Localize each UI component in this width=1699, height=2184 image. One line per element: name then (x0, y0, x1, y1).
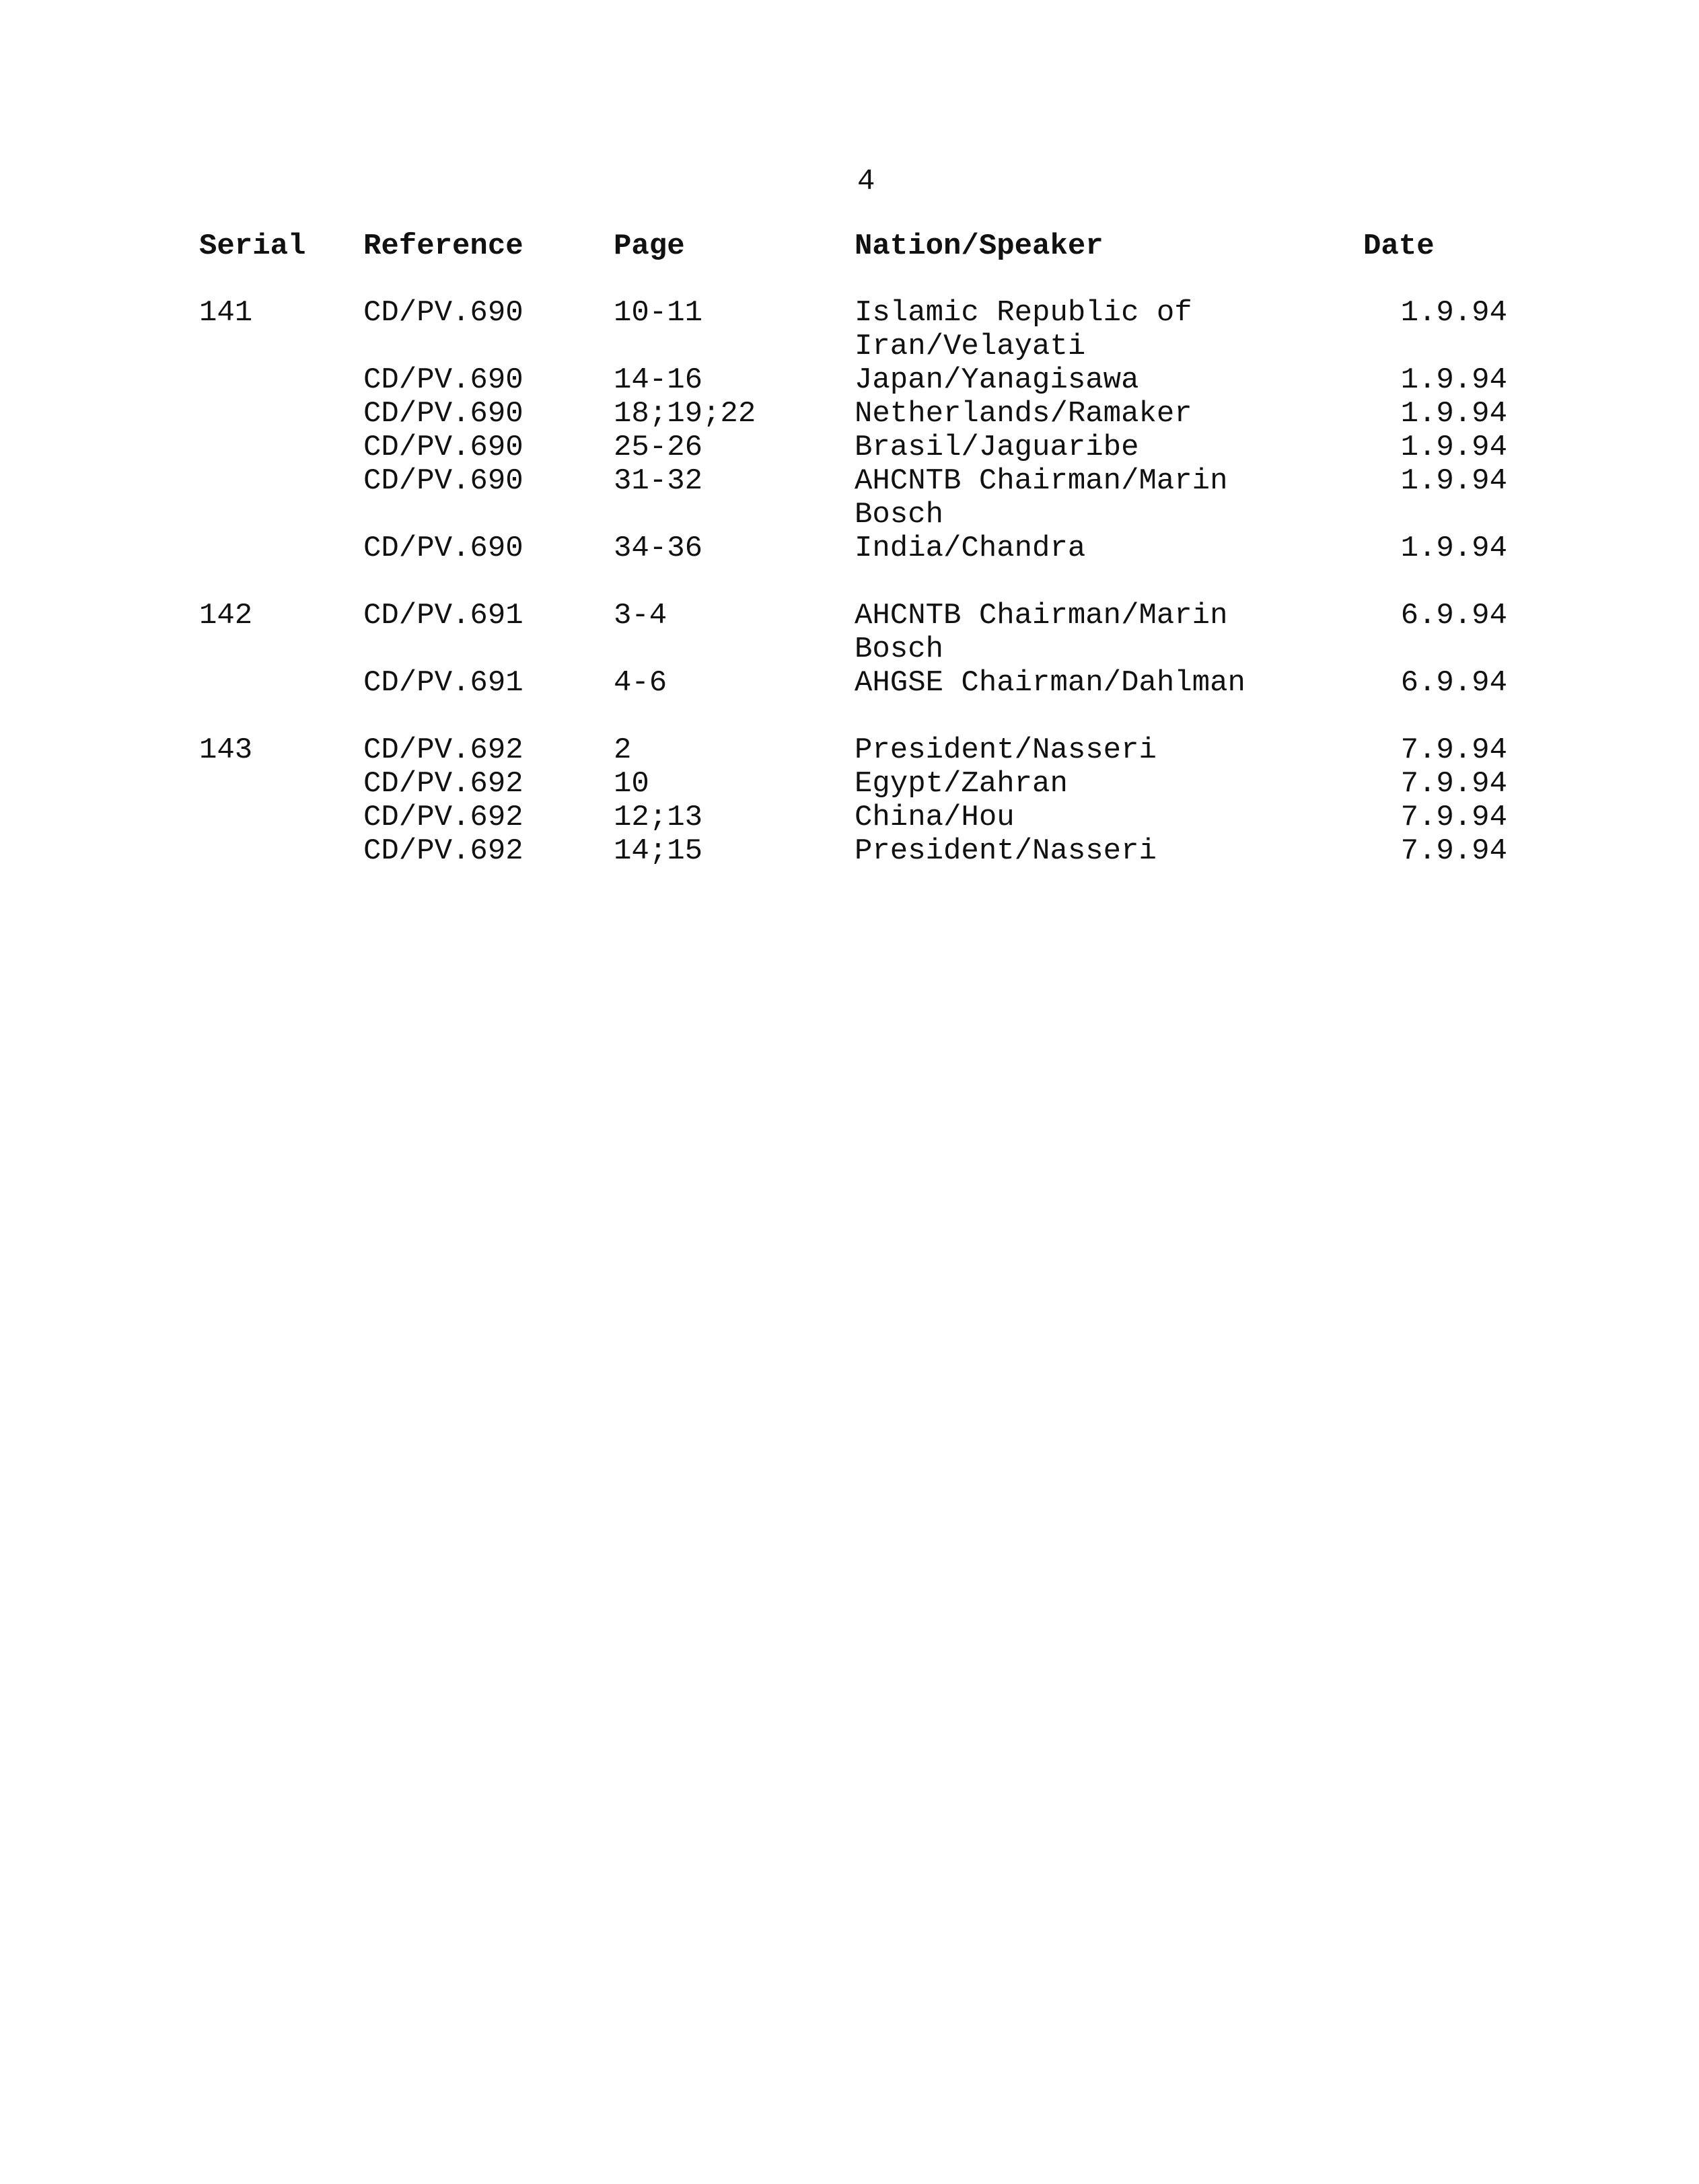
nation-speaker-line: China/Hou (855, 801, 1015, 834)
reference-cell: CD/PV.690 (363, 431, 523, 464)
nation-speaker-line: AHCNTB Chairman/Marin (855, 464, 1228, 498)
reference-cell: CD/PV.690 (363, 397, 523, 431)
page-cell: 14;15 (614, 834, 703, 868)
serial-number: 143 (199, 733, 253, 767)
reference-cell: CD/PV.692 (363, 767, 523, 801)
reference-cell: CD/PV.691 (363, 666, 523, 700)
table-row (0, 733, 1699, 767)
nation-speaker-cell (855, 397, 1319, 431)
page-cell: 4-6 (614, 666, 667, 700)
nation-speaker-line: Bosch (855, 632, 944, 666)
reference-cell: CD/PV.691 (363, 599, 523, 632)
page-cell: 18;19;22 (614, 397, 756, 431)
reference-cell: CD/PV.692 (363, 801, 523, 834)
nation-speaker-line: Netherlands/Ramaker (855, 397, 1192, 431)
page-cell: 31-32 (614, 464, 703, 498)
nation-speaker-cell (855, 767, 1319, 801)
page-cell: 10-11 (614, 296, 703, 330)
table-row (0, 532, 1699, 565)
table-row (0, 666, 1699, 700)
header-date: Date (1363, 229, 1435, 263)
nation-speaker-cell (855, 464, 1319, 532)
date-cell: 1.9.94 (1400, 464, 1507, 498)
serial-group (0, 296, 1699, 565)
date-cell: 7.9.94 (1400, 801, 1507, 834)
serial-number: 141 (199, 296, 253, 330)
nation-speaker-line: President/Nasseri (855, 733, 1157, 767)
reference-cell: CD/PV.690 (363, 464, 523, 498)
table-row (0, 296, 1699, 363)
nation-speaker-line: Iran/Velayati (855, 330, 1086, 363)
reference-cell: CD/PV.692 (363, 733, 523, 767)
table-row (0, 834, 1699, 868)
table-row (0, 397, 1699, 431)
date-cell: 1.9.94 (1400, 296, 1507, 330)
page-number: 4 (857, 165, 875, 198)
nation-speaker-line: Bosch (855, 498, 944, 532)
nation-speaker-cell (855, 666, 1319, 700)
date-cell: 1.9.94 (1400, 431, 1507, 464)
table-row (0, 363, 1699, 397)
page-cell: 14-16 (614, 363, 703, 397)
table-row (0, 801, 1699, 834)
table-row (0, 431, 1699, 464)
entries-table (0, 296, 1699, 902)
date-cell: 7.9.94 (1400, 733, 1507, 767)
reference-cell: CD/PV.692 (363, 834, 523, 868)
reference-cell: CD/PV.690 (363, 363, 523, 397)
table-row (0, 464, 1699, 532)
nation-speaker-line: India/Chandra (855, 532, 1086, 565)
header-nation-speaker: Nation/Speaker (855, 229, 1104, 263)
nation-speaker-line: AHGSE Chairman/Dahlman (855, 666, 1245, 700)
serial-number: 142 (199, 599, 253, 632)
page-cell: 25-26 (614, 431, 703, 464)
nation-speaker-cell (855, 532, 1319, 565)
table-row (0, 599, 1699, 666)
date-cell: 1.9.94 (1400, 397, 1507, 431)
nation-speaker-line: President/Nasseri (855, 834, 1157, 868)
reference-cell: CD/PV.690 (363, 296, 523, 330)
reference-cell: CD/PV.690 (363, 532, 523, 565)
nation-speaker-cell (855, 801, 1319, 834)
table-row (0, 767, 1699, 801)
nation-speaker-line: Brasil/Jaguaribe (855, 431, 1139, 464)
date-cell: 7.9.94 (1400, 767, 1507, 801)
nation-speaker-cell (855, 363, 1319, 397)
page-cell: 10 (614, 767, 649, 801)
date-cell: 6.9.94 (1400, 599, 1507, 632)
page-cell: 2 (614, 733, 632, 767)
nation-speaker-cell (855, 834, 1319, 868)
header-serial: Serial (199, 229, 306, 263)
serial-group (0, 733, 1699, 868)
page-cell: 34-36 (614, 532, 703, 565)
header-page: Page (614, 229, 685, 263)
serial-group (0, 599, 1699, 700)
date-cell: 7.9.94 (1400, 834, 1507, 868)
nation-speaker-cell (855, 733, 1319, 767)
page-cell: 12;13 (614, 801, 703, 834)
date-cell: 6.9.94 (1400, 666, 1507, 700)
date-cell: 1.9.94 (1400, 532, 1507, 565)
nation-speaker-cell (855, 599, 1319, 666)
nation-speaker-line: Egypt/Zahran (855, 767, 1068, 801)
nation-speaker-cell (855, 296, 1319, 363)
nation-speaker-cell (855, 431, 1319, 464)
table-header (0, 229, 1699, 269)
date-cell: 1.9.94 (1400, 363, 1507, 397)
nation-speaker-line: Islamic Republic of (855, 296, 1192, 330)
nation-speaker-line: AHCNTB Chairman/Marin (855, 599, 1228, 632)
page-cell: 3-4 (614, 599, 667, 632)
nation-speaker-line: Japan/Yanagisawa (855, 363, 1139, 397)
header-reference: Reference (363, 229, 523, 263)
